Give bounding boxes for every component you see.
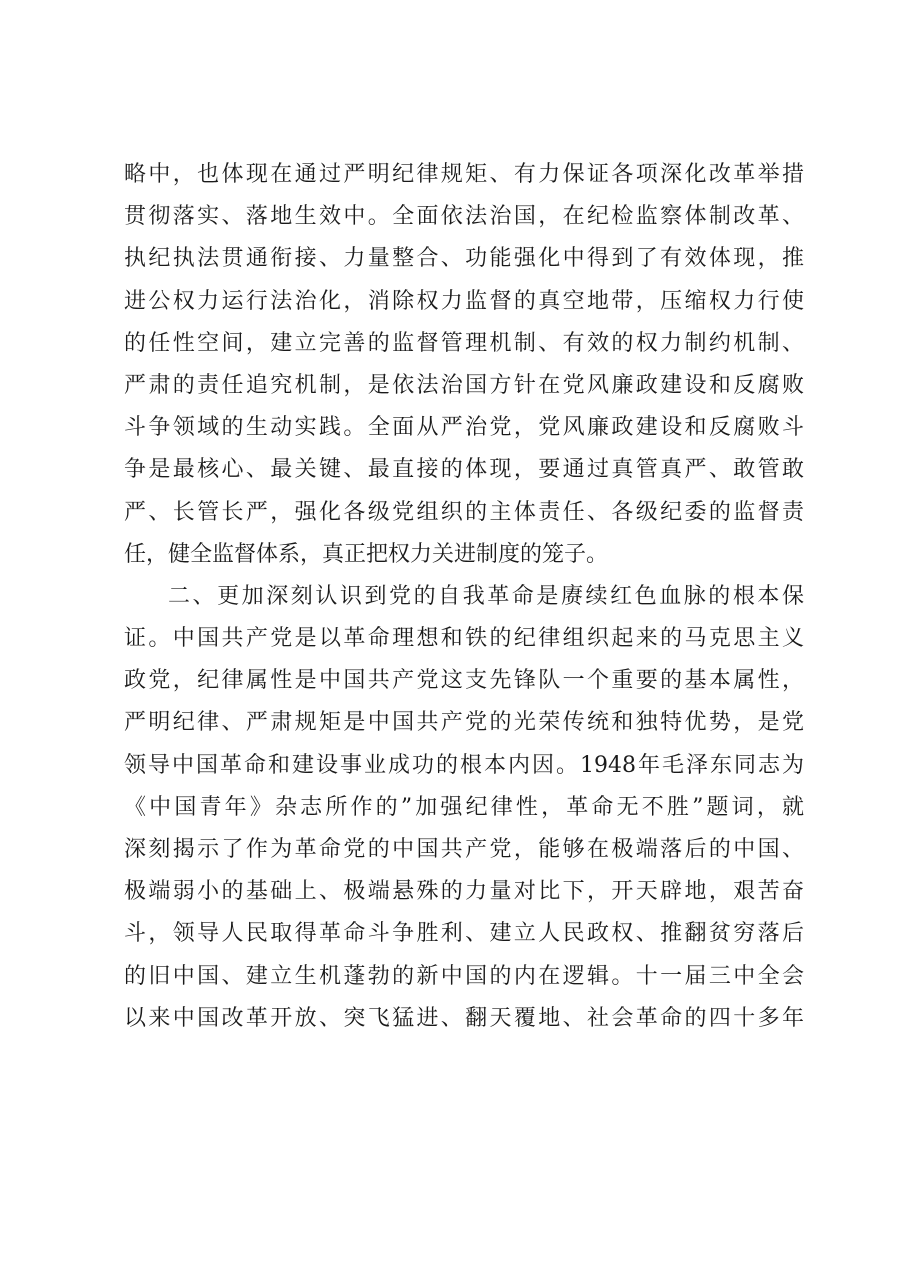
text-line: 严明纪律、严肃规矩是中国共产党的光荣传统和独特优势，是党 bbox=[124, 710, 804, 736]
text-line: 以来中国改革开放、突飞猛进、翻天覆地、社会革命的四十多年 bbox=[124, 1005, 804, 1031]
text-line: 领导中国革命和建设事业成功的根本内因。1948年毛泽东同志为 bbox=[124, 752, 804, 778]
text-line: 斗，领导人民取得革命斗争胜利、建立人民政权、推翻贫穷落后 bbox=[124, 921, 804, 947]
text-line: 的任性空间，建立完善的监督管理机制、有效的权力制约机制、 bbox=[124, 330, 804, 356]
text-line: 的旧中国、建立生机蓬勃的新中国的内在逻辑。十一届三中全会 bbox=[124, 963, 804, 989]
text-line: 执纪执法贯通衔接、力量整合、功能强化中得到了有效体现，推 bbox=[124, 246, 804, 272]
text-line: 争是最核心、最关键、最直接的体现，要通过真管真严、敢管敢 bbox=[124, 457, 804, 483]
text-line: 斗争领域的生动实践。全面从严治党，党风廉政建设和反腐败斗 bbox=[124, 415, 804, 441]
text-line: 极端弱小的基础上、极端悬殊的力量对比下，开天辟地，艰苦奋 bbox=[124, 879, 804, 905]
text-line: 贯彻落实、落地生效中。全面依法治国，在纪检监察体制改革、 bbox=[124, 204, 804, 230]
section-heading-line: 二、更加深刻认识到党的自我革命是赓续红色血脉的根本保 bbox=[168, 583, 804, 609]
text-line: 略中，也体现在通过严明纪律规矩、有力保证各项深化改革举措 bbox=[124, 162, 804, 187]
text-line: 进公权力运行法治化，消除权力监督的真空地带，压缩权力行使 bbox=[124, 288, 804, 314]
text-line: 《中国青年》杂志所作的”加强纪律性，革命无不胜”题词，就 bbox=[124, 794, 804, 820]
body-text bbox=[124, 154, 804, 1040]
text-line: 证。中国共产党是以革命理想和铁的纪律组织起来的马克思主义 bbox=[124, 626, 804, 652]
text-line: 深刻揭示了作为革命党的中国共产党，能够在极端落后的中国、 bbox=[124, 837, 804, 862]
text-line: 政党，纪律属性是中国共产党这支先锋队一个重要的基本属性， bbox=[124, 668, 804, 694]
paragraph-end-line: 任，健全监督体系，真正把权力关进制度的笼子。 bbox=[124, 541, 609, 567]
text-line: 严肃的责任追究机制，是依法治国方针在党风廉政建设和反腐败 bbox=[124, 372, 804, 398]
text-line: 严、长管长严，强化各级党组织的主体责任、各级纪委的监督责 bbox=[124, 499, 804, 525]
